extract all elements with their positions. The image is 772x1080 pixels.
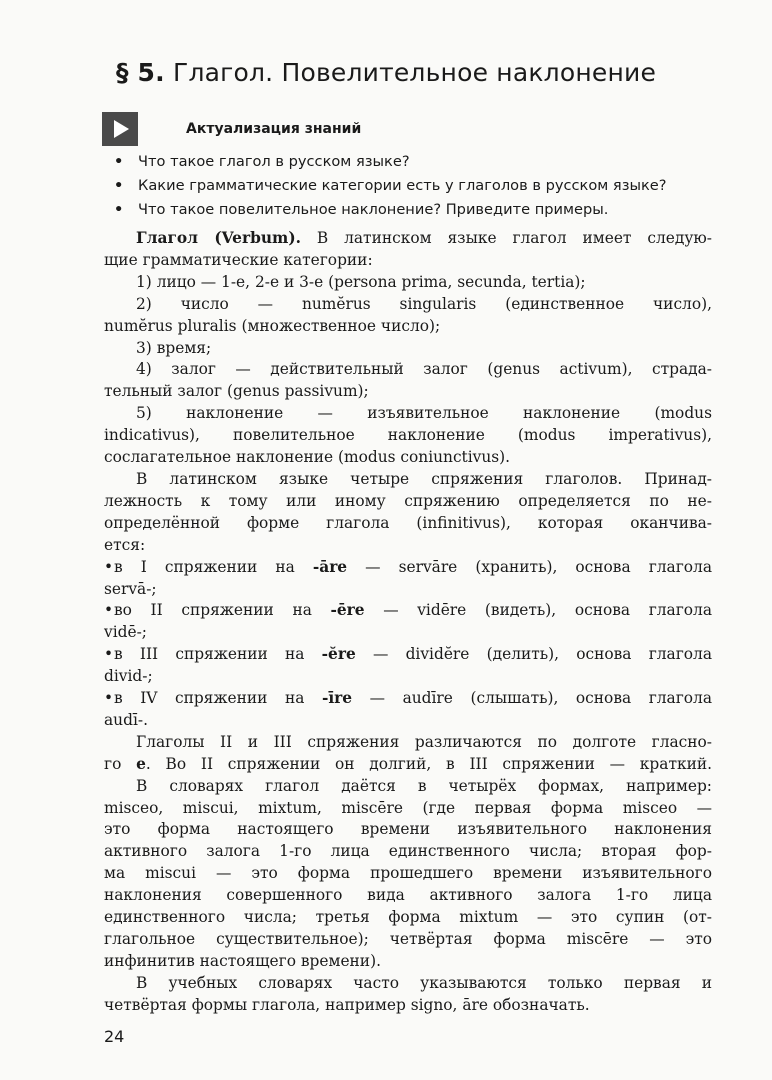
paragraph-line: наклонения совершенного вида активного залога 1-го лица xyxy=(104,886,712,905)
paragraph-line: сослагательное наклонение (modus coniunctivus). xyxy=(104,448,511,467)
paragraph-line: единственного числа; третья форма mixtum — это супин (от- xyxy=(104,908,712,927)
list-item: • Что такое повелительное наклонение? Приведите примеры. xyxy=(114,198,667,222)
paragraph-line: Глаголы II и III спряжения различаются по долготе гласно- xyxy=(136,732,712,751)
paragraph-line: лежность к тому или иному спряжению определяется по не- xyxy=(104,491,712,510)
paragraph-line: 3) время; xyxy=(136,338,212,357)
paragraph-line: ется: xyxy=(104,535,146,554)
paragraph-line: misceo, miscui, mixtum, miscēre (где первая форма misceo — xyxy=(104,798,712,817)
bullet-icon: • xyxy=(104,601,114,620)
paragraph-line: четвёртая формы глагола, например signo, āre обозначать. xyxy=(104,995,590,1014)
main-text xyxy=(104,228,712,1017)
paragraph-line: 5) наклонение — изъявительное наклонение (modus xyxy=(136,404,712,423)
list-item: • Что такое глагол в русском языке? xyxy=(114,150,667,174)
bullet-icon: • xyxy=(104,645,114,664)
paragraph-line: ма miscui — это форма прошедшего времени изъявительного xyxy=(104,864,712,883)
paragraph-line: тельный залог (genus passivum); xyxy=(104,382,369,401)
paragraph-line: В латинском языке четыре спряжения глаголов. Принад- xyxy=(136,469,712,488)
bullet-icon: • xyxy=(104,689,114,708)
paragraph-line: В словарях глагол даётся в четырёх формах, например: xyxy=(136,776,712,795)
bullet-icon: • xyxy=(114,201,124,218)
bullet-icon: • xyxy=(104,557,114,576)
paragraph-line: это форма настоящего времени изъявительного наклонения xyxy=(104,820,712,839)
paragraph-line: го e. Во II спряжении он долгий, в III спряжении — краткий. xyxy=(104,754,712,773)
list-item: audī-. xyxy=(104,710,148,729)
list-item: • в I спряжении на -āre — servāre (хранить), основа глагола xyxy=(104,557,712,579)
list-item: • в III спряжении на -ĕre — dividĕre (делить), основа глагола xyxy=(104,644,712,666)
list-item: servā-; xyxy=(104,579,157,598)
paragraph-line: Глагол (Verbum). В латинском языке глагол имеет следую- xyxy=(136,229,712,247)
section-title xyxy=(0,58,772,87)
paragraph-line: активного залога 1-го лица единственного числа; вторая фор- xyxy=(104,842,712,861)
page-number: 24 xyxy=(104,1027,125,1046)
list-item: • в IV спряжении на -īre — audīre (слышать), основа глагола xyxy=(104,688,712,710)
play-icon xyxy=(102,112,138,146)
questions-list xyxy=(114,150,667,222)
paragraph-line: глагольное существительное); четвёртая форма miscēre — это xyxy=(104,930,712,948)
paragraph-line: indicativus), повелительное наклонение (modus imperativus), xyxy=(104,426,712,445)
bullet-icon: • xyxy=(114,177,124,194)
list-item: vidē-; xyxy=(104,623,147,642)
list-item: divid-; xyxy=(104,667,153,686)
paragraph-line: щие грамматические категории: xyxy=(104,250,373,269)
list-item: • Какие грамматические категории есть у глаголов в русском языке? xyxy=(114,174,667,198)
actualization-heading: Актуализация знаний xyxy=(186,121,362,137)
paragraph-line: 4) залог — действительный залог (genus activum), страда- xyxy=(136,360,712,379)
paragraph-line: 1) лицо — 1-е, 2-е и 3-е (persona prima, secunda, tertia); xyxy=(136,272,586,291)
paragraph-line: В учебных словарях часто указываются только первая и xyxy=(136,973,712,992)
paragraph-line: numĕrus pluralis (множественное число); xyxy=(104,316,441,335)
paragraph-line: инфинитив настоящего времени). xyxy=(104,951,381,970)
paragraph-line: определённой форме глагола (infinitivus), которая оканчива- xyxy=(104,513,712,532)
list-item: • во II спряжении на -ēre — vidēre (видеть), основа глагола xyxy=(104,600,712,622)
section-mark: § 5. xyxy=(115,58,165,87)
paragraph-line: 2) число — numĕrus singularis (единственное число), xyxy=(136,294,712,313)
section-title-text: Глагол. Повелительное наклонение xyxy=(173,58,657,87)
bullet-icon: • xyxy=(114,153,124,170)
